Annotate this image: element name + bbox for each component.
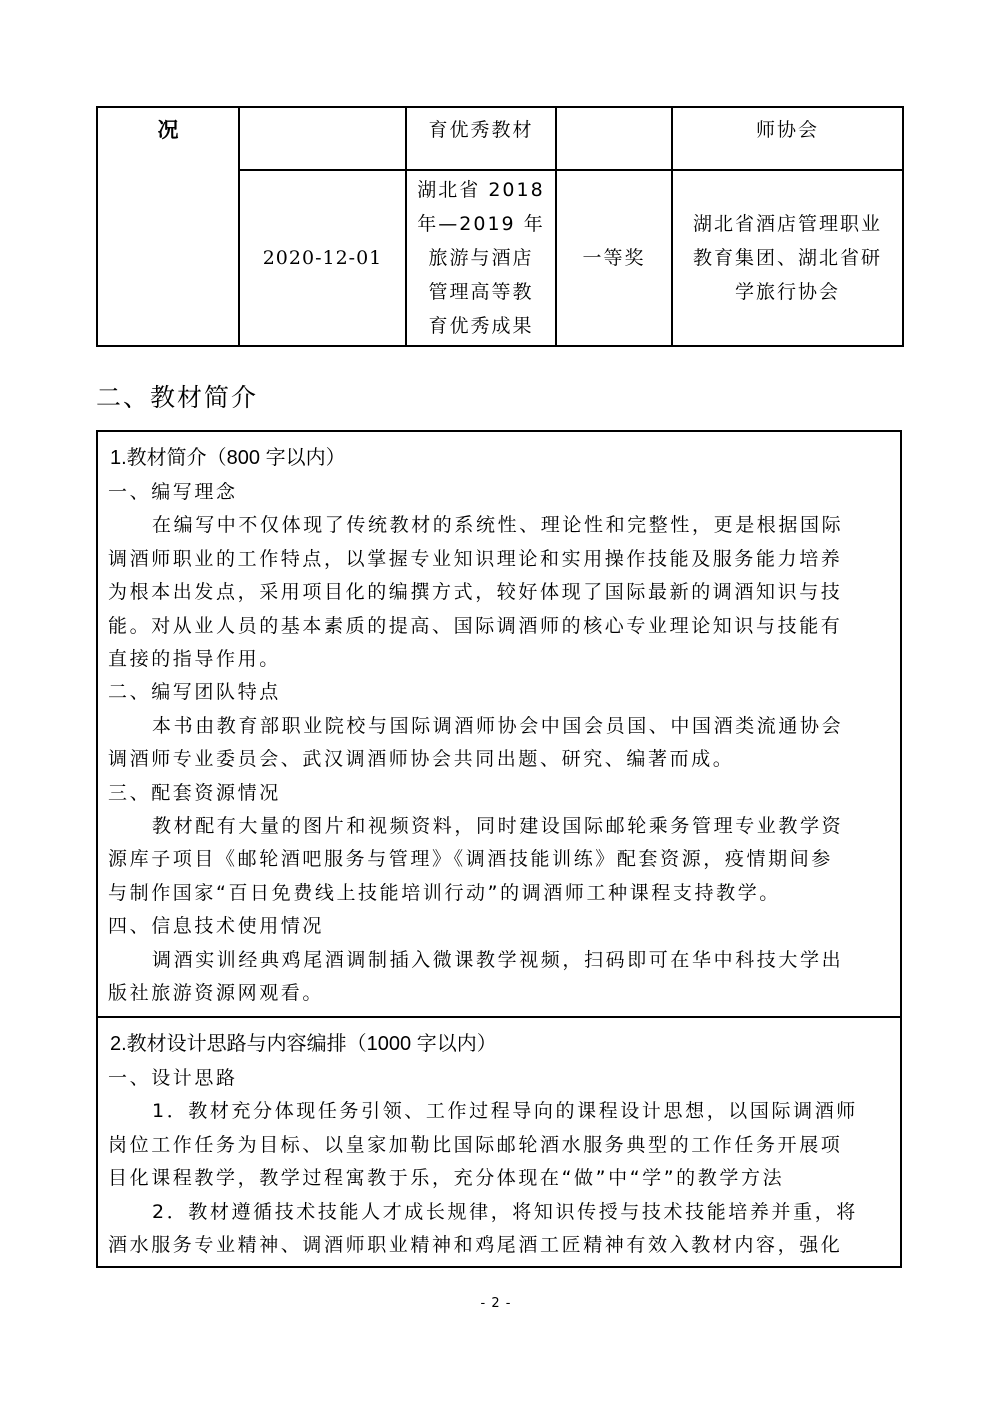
text-line: 调酒实训经典鸡尾酒调制插入微课教学视频，扫码即可在华中科技大学出 — [152, 948, 844, 971]
page-number: - 2 - — [480, 1296, 512, 1311]
text-line: 目化课程教学，教学过程寓教于乐，充分体现在“做”中“学”的教学方法 — [108, 1167, 785, 1190]
table-row — [97, 107, 903, 170]
project-line: 管理高等教 — [428, 281, 534, 303]
org-cell — [672, 170, 903, 346]
subheading-line: 一、设计思路 — [108, 1067, 238, 1089]
text-line: 2．教材遵循技术技能人才成长规律，将知识传授与技术技能培养并重，将 — [152, 1200, 858, 1223]
text-line: 调酒师职业的工作特点，以掌握专业知识理论和实用操作技能及服务能力培养 — [108, 547, 843, 570]
subheading-line: 四、信息技术使用情况 — [108, 915, 325, 938]
subheading-line: 二、编写团队特点 — [108, 681, 281, 704]
project-line: 年—2019 年 — [417, 213, 545, 235]
text-line: 酒水服务专业精神、调酒师职业精神和鸡尾酒工匠精神有效入教材内容，强化 — [108, 1234, 843, 1257]
text-line: 直接的指导作用。 — [108, 648, 281, 671]
intro-block — [98, 432, 900, 1018]
text-line: 教材配有大量的图片和视频资料，同时建设国际邮轮乘务管理专业教学资 — [152, 815, 844, 838]
text-line: 本书由教育部职业院校与国际调酒师协会中国会员国、中国酒类流通协会 — [152, 714, 844, 737]
date-cell: 2020-12-01 — [239, 170, 406, 346]
text-line: 源库子项目《邮轮酒吧服务与管理》《调酒技能训练》配套资源，疫情期间参 — [108, 848, 833, 871]
text-line: 岗位工作任务为目标、以皇家加勒比国际邮轮酒水服务典型的工作任务开展项 — [108, 1133, 843, 1156]
date-cell — [239, 107, 406, 170]
design-block — [98, 1018, 900, 1268]
paragraph-lines — [98, 472, 900, 1011]
section-title: 二、教材简介 — [96, 383, 259, 412]
level-cell — [556, 107, 672, 170]
block-heading: 1.教材简介（800 字以内） — [110, 447, 346, 469]
paragraph-lines — [98, 1058, 900, 1262]
project-line: 育优秀成果 — [428, 315, 534, 337]
award-table — [96, 106, 904, 347]
text-line: 能。对从业人员的基本素质的提高、国际调酒师的核心专业理论知识与技能有 — [108, 614, 843, 637]
text-line: 1．教材充分体现任务引领、工作过程导向的课程设计思想，以国际调酒师 — [152, 1100, 858, 1123]
intro-box — [96, 430, 902, 1268]
text-line: 版社旅游资源网观看。 — [108, 982, 325, 1005]
level-cell: 一等奖 — [556, 170, 672, 346]
org-line: 学旅行协会 — [734, 281, 840, 303]
subheading-line: 一、编写理念 — [108, 481, 238, 503]
text-line: 调酒师专业委员会、武汉调酒师协会共同出题、研究、编著而成。 — [108, 748, 735, 771]
text-line: 与制作国家“百日免费线上技能培训行动”的调酒师工种课程支持教学。 — [108, 881, 781, 904]
project-line: 旅游与酒店 — [428, 247, 534, 269]
block-heading: 2.教材设计思路与内容编排（1000 字以内） — [110, 1033, 497, 1055]
subheading-line: 三、配套资源情况 — [108, 781, 281, 804]
project-cell — [406, 170, 556, 346]
org-cell: 师协会 — [672, 107, 903, 170]
org-line: 教育集团、湖北省研 — [692, 247, 882, 269]
text-line: 为根本出发点，采用项目化的编撰方式，较好体现了国际最新的调酒知识与技 — [108, 581, 843, 604]
text-line: 在编写中不仅体现了传统教材的系统性、理论性和完整性，更是根据国际 — [152, 514, 844, 537]
category-cell: 况 — [97, 107, 239, 346]
project-cell: 育优秀教材 — [406, 107, 556, 170]
project-line: 湖北省 2018 — [417, 179, 545, 201]
org-line: 湖北省酒店管理职业 — [692, 213, 882, 235]
